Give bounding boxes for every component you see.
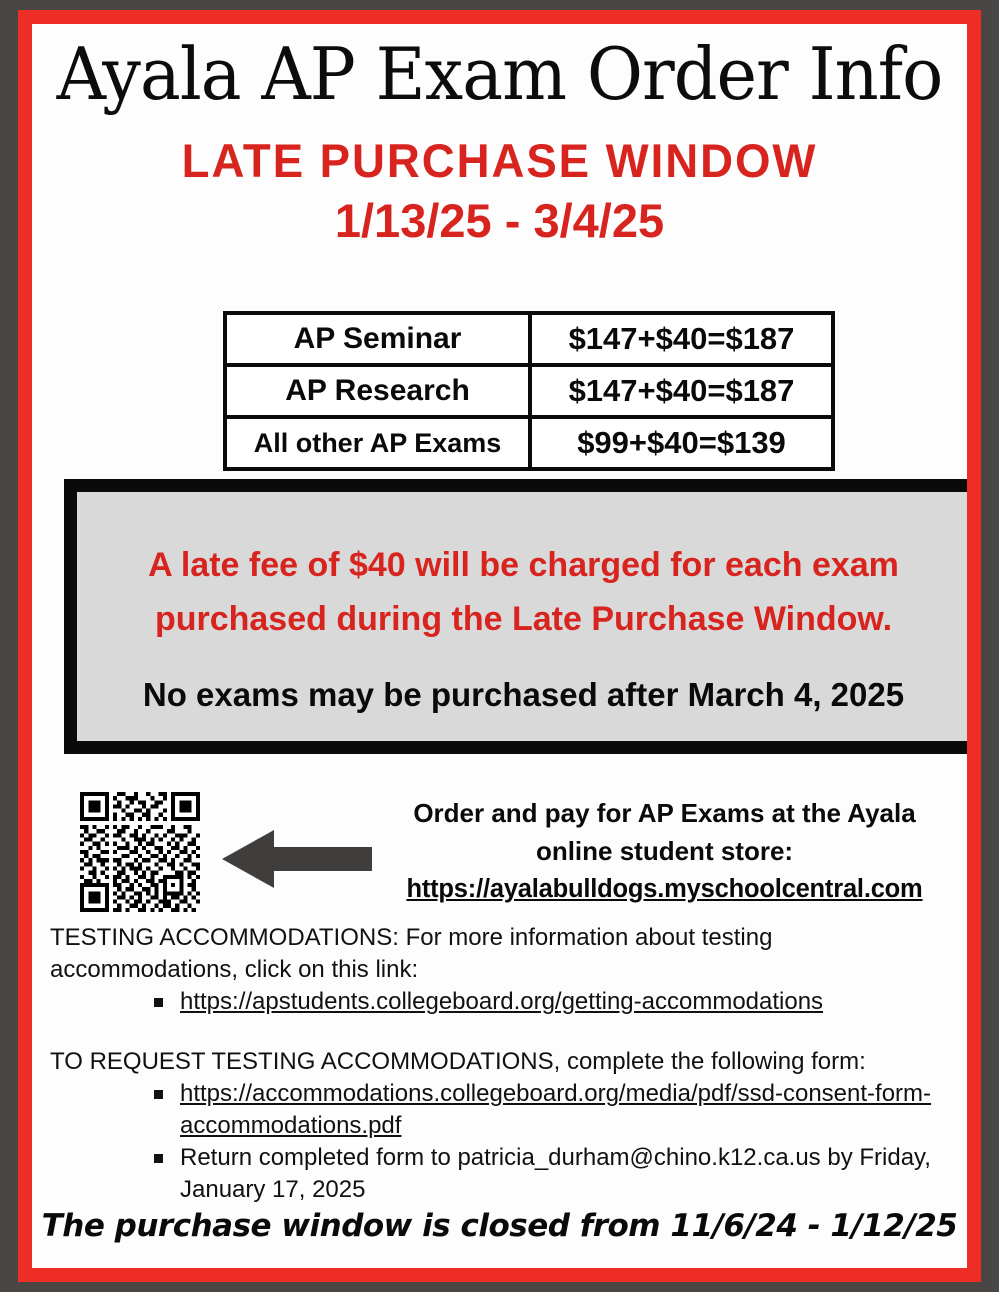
list-item <box>154 1078 955 1142</box>
exam-price-cell: $147+$40=$187 <box>530 313 833 365</box>
testing-accommodations-paragraph: TESTING ACCOMMODATIONS: For more information about testing accommodations, click on this link: <box>50 924 773 983</box>
arrow-left-icon <box>222 830 372 888</box>
poster-red-border <box>18 10 981 1282</box>
late-fee-warning-box <box>64 479 967 754</box>
page-title: Ayala AP Exam Order Info <box>56 32 943 116</box>
paragraph-spacer <box>50 1018 955 1046</box>
exam-price-cell: $147+$40=$187 <box>530 365 833 417</box>
exam-name-cell: AP Seminar <box>225 313 530 365</box>
late-purchase-window-heading <box>32 132 967 252</box>
student-store-link[interactable]: https://ayalabulldogs.myschoolcentral.com <box>406 875 923 903</box>
late-fee-warning-text: A late fee of $40 will be charged for each exam purchased during the Late Purchase Window. <box>148 546 899 638</box>
square-bullet-icon <box>154 1154 163 1163</box>
accommodations-request-list <box>50 1078 955 1206</box>
store-instructions-line1: Order and pay for AP Exams at the Ayala <box>413 798 916 828</box>
accommodations-section <box>50 922 955 1206</box>
online-store-section <box>32 772 967 922</box>
table-row <box>225 313 833 365</box>
qr-code-icon[interactable] <box>80 792 200 912</box>
exam-price-table <box>223 311 835 471</box>
exam-price-cell: $99+$40=$139 <box>530 417 833 469</box>
list-item <box>154 1142 955 1206</box>
store-instructions-line2: online student store: <box>535 836 794 866</box>
purchase-window-closed-note: The purchase window is closed from 11/6/24 - 1/12/25 <box>41 1208 958 1244</box>
return-form-instruction: Return completed form to patricia_durham@chino.k12.ca.us by Friday, January 17, 2025 <box>180 1144 931 1203</box>
store-instructions <box>362 794 967 908</box>
request-accommodations-paragraph: TO REQUEST TESTING ACCOMMODATIONS, complete the following form: <box>50 1048 866 1075</box>
poster-page <box>32 24 967 1268</box>
ssd-consent-form-link[interactable]: https://accommodations.collegeboard.org/media/pdf/ssd-consent-form-accommodations.pdf <box>180 1080 932 1139</box>
getting-accommodations-link[interactable]: https://apstudents.collegeboard.org/getting-accommodations <box>180 988 824 1015</box>
no-exams-after-deadline-text: No exams may be purchased after March 4, 2025 <box>142 676 905 713</box>
exam-name-cell: All other AP Exams <box>225 417 530 469</box>
accommodations-info-list <box>50 986 955 1018</box>
table-row <box>225 365 833 417</box>
table-row <box>225 417 833 469</box>
exam-name-cell: AP Research <box>225 365 530 417</box>
square-bullet-icon <box>154 1090 163 1099</box>
subtitle-window-dates: 1/13/25 - 3/4/25 <box>334 194 665 247</box>
list-item <box>154 986 955 1018</box>
square-bullet-icon <box>154 998 163 1007</box>
subtitle-window-label: LATE PURCHASE WINDOW <box>181 134 818 187</box>
